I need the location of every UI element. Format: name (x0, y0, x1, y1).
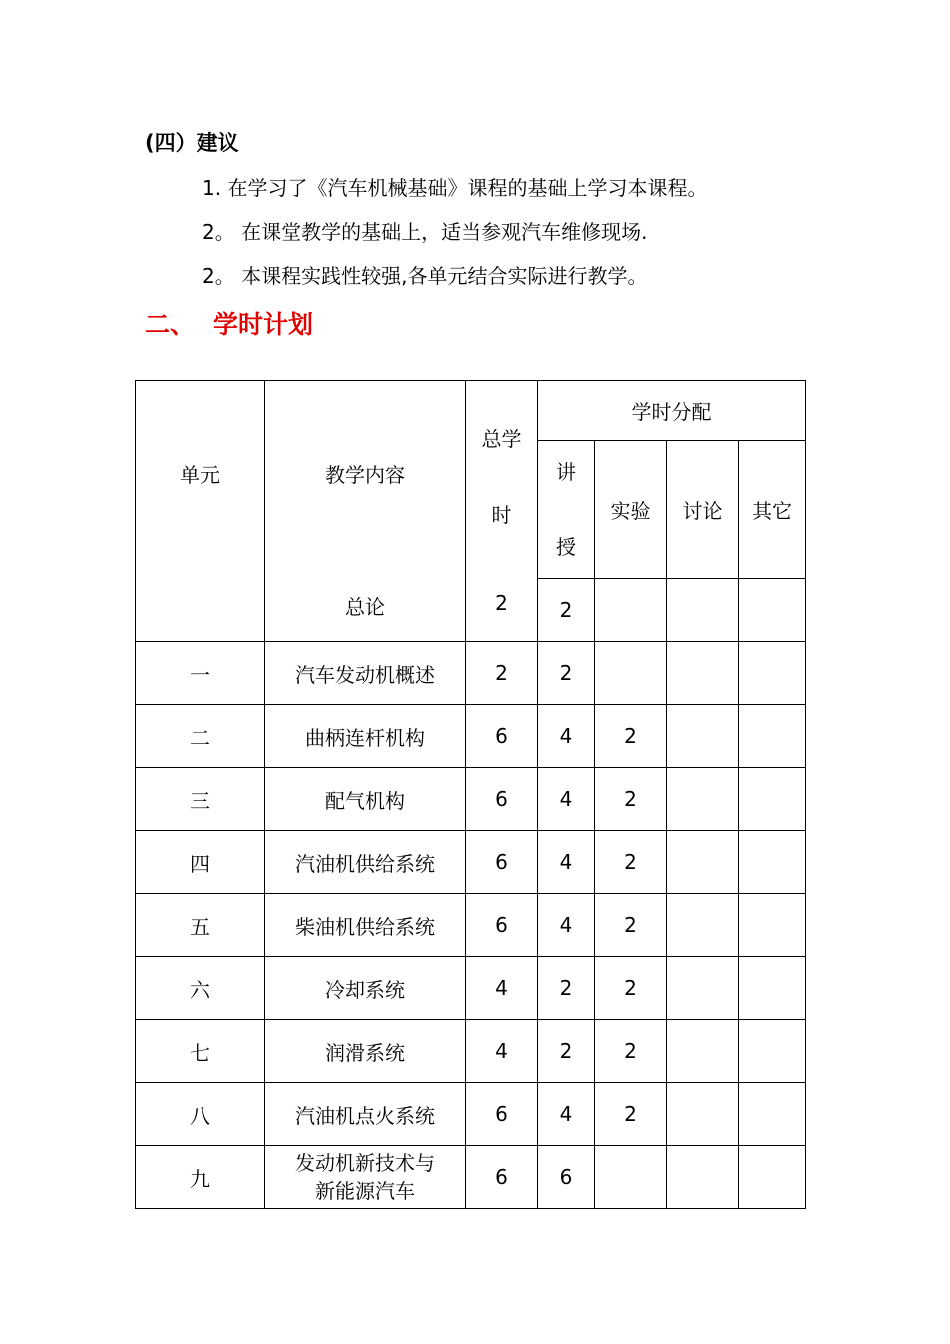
row-lecture: 2 (538, 1020, 595, 1083)
suggestion-item-1: 1. 在学习了《汽车机械基础》课程的基础上学习本课程。 (202, 176, 708, 200)
header-total-line2: 时 (491, 503, 512, 527)
row-content: 汽油机点火系统 (265, 1083, 466, 1146)
row-total: 4 (466, 1020, 538, 1083)
row-experiment: 2 (595, 1083, 667, 1146)
row-other (739, 831, 806, 894)
section-two-heading (145, 305, 313, 341)
row-unit: 七 (136, 1020, 265, 1083)
row-content: 冷却系统 (265, 957, 466, 1020)
overview-experiment (595, 579, 667, 642)
row-unit: 二 (136, 705, 265, 768)
row-lecture: 2 (538, 957, 595, 1020)
section-two-title: 学时计划 (213, 310, 314, 339)
table-row (136, 705, 806, 768)
row-other (739, 705, 806, 768)
row-discussion (667, 1146, 739, 1209)
row-unit: 三 (136, 768, 265, 831)
overview-total: 2 (495, 591, 508, 615)
table-row (136, 1083, 806, 1146)
overview-content: 总论 (345, 595, 385, 619)
header-other: 其它 (739, 441, 806, 579)
table-row (136, 957, 806, 1020)
row-unit: 六 (136, 957, 265, 1020)
row-other (739, 768, 806, 831)
row-content: 汽车发动机概述 (265, 642, 466, 705)
row-other (739, 642, 806, 705)
overview-discussion (667, 579, 739, 642)
row-other (739, 1020, 806, 1083)
row-experiment: 2 (595, 705, 667, 768)
table-row (136, 768, 806, 831)
row-discussion (667, 642, 739, 705)
row-other (739, 1083, 806, 1146)
row-total: 6 (466, 705, 538, 768)
header-lecture-char1: 讲 (556, 459, 576, 484)
row-content: 配气机构 (265, 768, 466, 831)
row-lecture: 4 (538, 705, 595, 768)
row-total: 6 (466, 1146, 538, 1209)
header-total-line1: 总学 (481, 427, 522, 451)
row-unit: 四 (136, 831, 265, 894)
header-lecture (538, 441, 595, 579)
table-row (136, 831, 806, 894)
row-experiment: 2 (595, 768, 667, 831)
row-experiment: 2 (595, 1020, 667, 1083)
table-row (136, 1146, 806, 1209)
row-discussion (667, 894, 739, 957)
row-total: 6 (466, 831, 538, 894)
header-content-cell (265, 381, 466, 642)
row-discussion (667, 831, 739, 894)
row-total: 6 (466, 768, 538, 831)
row-lecture: 4 (538, 1083, 595, 1146)
header-unit: 单元 (180, 463, 220, 487)
row-experiment: 2 (595, 831, 667, 894)
suggestion-item-2: 2。 在课堂教学的基础上，适当参观汽车维修现场. (202, 220, 648, 244)
row-unit: 五 (136, 894, 265, 957)
section-two-number: 二、 (145, 310, 196, 339)
overview-lecture: 2 (538, 579, 595, 642)
row-content (265, 1146, 466, 1209)
header-experiment: 实验 (595, 441, 667, 579)
row-unit: 八 (136, 1083, 265, 1146)
row-experiment: 2 (595, 957, 667, 1020)
row-content: 润滑系统 (265, 1020, 466, 1083)
overview-other (739, 579, 806, 642)
suggestion-item-3: 2。 本课程实践性较强,各单元结合实际进行教学。 (202, 264, 648, 288)
table-row (136, 1020, 806, 1083)
row-experiment (595, 1146, 667, 1209)
row-experiment (595, 642, 667, 705)
table-row (136, 894, 806, 957)
row-unit: 九 (136, 1146, 265, 1209)
row-unit: 一 (136, 642, 265, 705)
header-content: 教学内容 (325, 463, 405, 487)
header-total-cell (466, 381, 538, 642)
table-header-row (136, 381, 806, 441)
row-discussion (667, 768, 739, 831)
header-distribution: 学时分配 (538, 381, 806, 441)
row-experiment: 2 (595, 894, 667, 957)
study-hours-table (135, 380, 806, 1209)
row-other (739, 894, 806, 957)
row-discussion (667, 957, 739, 1020)
header-discussion: 讨论 (667, 441, 739, 579)
row-content: 柴油机供给系统 (265, 894, 466, 957)
header-unit-cell (136, 381, 265, 642)
row-lecture: 6 (538, 1146, 595, 1209)
row-lecture: 4 (538, 831, 595, 894)
row-content: 曲柄连杆机构 (265, 705, 466, 768)
row-total: 6 (466, 1083, 538, 1146)
header-lecture-char2: 授 (556, 534, 576, 559)
row-other (739, 957, 806, 1020)
row-total: 6 (466, 894, 538, 957)
row-lecture: 2 (538, 642, 595, 705)
row-total: 2 (466, 642, 538, 705)
row-content-line2: 新能源汽车 (315, 1179, 415, 1203)
row-discussion (667, 705, 739, 768)
row-total: 4 (466, 957, 538, 1020)
table-row (136, 642, 806, 705)
row-content: 汽油机供给系统 (265, 831, 466, 894)
section-four-heading: (四）建议 (145, 131, 239, 155)
row-other (739, 1146, 806, 1209)
row-content-line1: 发动机新技术与 (295, 1151, 435, 1175)
row-discussion (667, 1083, 739, 1146)
row-lecture: 4 (538, 894, 595, 957)
row-discussion (667, 1020, 739, 1083)
row-lecture: 4 (538, 768, 595, 831)
